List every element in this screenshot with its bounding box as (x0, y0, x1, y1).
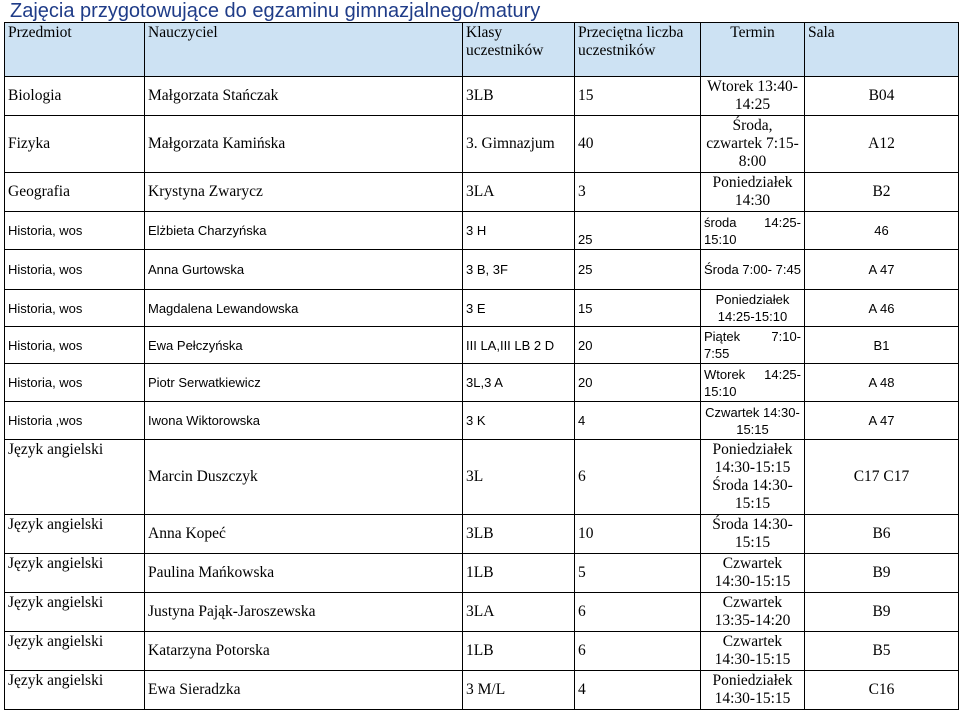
table-row (5, 364, 959, 402)
cell-teacher: Anna Gurtowska (145, 250, 463, 290)
col-header-classes: Klasy uczestników (463, 23, 575, 77)
table-row (5, 212, 959, 250)
cell-count: 4 (575, 671, 701, 710)
cell-teacher: Magdalena Lewandowska (145, 290, 463, 327)
cell-classes: 3. Gimnazjum (463, 116, 575, 173)
cell-term: Poniedziałek 14:30 (701, 173, 805, 212)
cell-room: 46 (805, 212, 959, 250)
cell-count: 15 (575, 290, 701, 327)
cell-classes: 3 H (463, 212, 575, 250)
cell-room: B04 (805, 77, 959, 116)
cell-subject: Język angielski (5, 593, 145, 632)
cell-teacher: Marcin Duszczyk (145, 440, 463, 515)
cell-room: C16 (805, 671, 959, 710)
cell-subject: Historia, wos (5, 327, 145, 364)
cell-room: B1 (805, 327, 959, 364)
cell-classes: 3L,3 A (463, 364, 575, 402)
page-title: Zajęcia przygotowujące do egzaminu gimnazjalnego/matury (10, 0, 541, 22)
cell-teacher: Ewa Sieradzka (145, 671, 463, 710)
table-row (5, 77, 959, 116)
cell-subject: Historia, wos (5, 212, 145, 250)
cell-teacher: Małgorzata Kamińska (145, 116, 463, 173)
cell-teacher: Justyna Pająk-Jaroszewska (145, 593, 463, 632)
cell-classes: III LA,III LB 2 D (463, 327, 575, 364)
table-row (5, 671, 959, 710)
cell-term: Poniedziałek 14:25-15:10 (701, 290, 805, 327)
col-header-room: Sala (805, 23, 959, 77)
cell-subject: Język angielski (5, 515, 145, 554)
cell-teacher: Katarzyna Potorska (145, 632, 463, 671)
table-row (5, 116, 959, 173)
cell-teacher: Iwona Wiktorowska (145, 402, 463, 440)
cell-subject: Fizyka (5, 116, 145, 173)
cell-room: B9 (805, 554, 959, 593)
col-header-term: Termin (701, 23, 805, 77)
cell-term: Czwartek 14:30-15:15 (701, 402, 805, 440)
col-header-subject: Przedmiot (5, 23, 145, 77)
cell-count: 20 (575, 364, 701, 402)
cell-subject: Język angielski (5, 671, 145, 710)
table-row (5, 632, 959, 671)
table-row (5, 440, 959, 515)
table-row (5, 250, 959, 290)
cell-term: Wtorek 13:40-14:25 (701, 77, 805, 116)
cell-term: Środa 14:30- 15:15 (701, 515, 805, 554)
cell-classes: 3LB (463, 77, 575, 116)
col-header-average: Przeciętna liczba uczestników (575, 23, 701, 77)
cell-room: B5 (805, 632, 959, 671)
cell-subject: Język angielski (5, 440, 145, 515)
table-row (5, 515, 959, 554)
cell-count: 20 (575, 327, 701, 364)
cell-classes: 3LA (463, 593, 575, 632)
table-row (5, 554, 959, 593)
table-row (5, 402, 959, 440)
cell-teacher: Elżbieta Charzyńska (145, 212, 463, 250)
cell-subject: Historia, wos (5, 290, 145, 327)
cell-room: A 48 (805, 364, 959, 402)
cell-room: A 46 (805, 290, 959, 327)
cell-classes: 3LA (463, 173, 575, 212)
cell-term: Poniedziałek 14:30-15:15 Środa 14:30- 15:15 (701, 440, 805, 515)
cell-classes: 3 M/L (463, 671, 575, 710)
cell-term: Poniedziałek 14:30-15:15 (701, 671, 805, 710)
cell-subject: Historia, wos (5, 364, 145, 402)
cell-room: B9 (805, 593, 959, 632)
cell-teacher: Paulina Mańkowska (145, 554, 463, 593)
cell-teacher: Ewa Pełczyńska (145, 327, 463, 364)
cell-subject: Historia, wos (5, 250, 145, 290)
cell-classes: 3L (463, 440, 575, 515)
table-row (5, 290, 959, 327)
header-row (5, 23, 959, 77)
cell-room: A 47 (805, 250, 959, 290)
cell-term: Wtorek 14:25- 15:10 (701, 364, 805, 402)
cell-term: Środa 7:00- 7:45 (701, 250, 805, 290)
cell-room: B6 (805, 515, 959, 554)
cell-teacher: Piotr Serwatkiewicz (145, 364, 463, 402)
cell-teacher: Krystyna Zwarycz (145, 173, 463, 212)
cell-count: 40 (575, 116, 701, 173)
cell-room: A 47 (805, 402, 959, 440)
cell-classes: 3LB (463, 515, 575, 554)
cell-classes: 3 E (463, 290, 575, 327)
cell-subject: Geografia (5, 173, 145, 212)
cell-classes: 3 B, 3F (463, 250, 575, 290)
cell-count: 6 (575, 440, 701, 515)
cell-count: 25 (575, 212, 701, 250)
col-header-teacher: Nauczyciel (145, 23, 463, 77)
cell-subject: Biologia (5, 77, 145, 116)
cell-count: 6 (575, 593, 701, 632)
cell-term: środa 14:25- 15:10 (701, 212, 805, 250)
cell-term: Czwartek 14:30-15:15 (701, 554, 805, 593)
cell-teacher: Małgorzata Stańczak (145, 77, 463, 116)
cell-count: 25 (575, 250, 701, 290)
cell-count: 6 (575, 632, 701, 671)
cell-teacher: Anna Kopeć (145, 515, 463, 554)
cell-room: C17 C17 (805, 440, 959, 515)
cell-term: Środa, czwartek 7:15-8:00 (701, 116, 805, 173)
cell-count: 10 (575, 515, 701, 554)
cell-room: B2 (805, 173, 959, 212)
cell-count: 3 (575, 173, 701, 212)
cell-subject: Język angielski (5, 632, 145, 671)
table-row (5, 593, 959, 632)
cell-count: 15 (575, 77, 701, 116)
cell-classes: 1LB (463, 554, 575, 593)
cell-subject: Historia ,wos (5, 402, 145, 440)
cell-term: Czwartek 14:30-15:15 (701, 632, 805, 671)
cell-count: 5 (575, 554, 701, 593)
cell-term: Piątek 7:10- 7:55 (701, 327, 805, 364)
cell-room: A12 (805, 116, 959, 173)
table-row (5, 173, 959, 212)
cell-classes: 1LB (463, 632, 575, 671)
cell-term: Czwartek 13:35-14:20 (701, 593, 805, 632)
cell-subject: Język angielski (5, 554, 145, 593)
schedule-table (4, 22, 959, 710)
cell-classes: 3 K (463, 402, 575, 440)
cell-count: 4 (575, 402, 701, 440)
table-row (5, 327, 959, 364)
